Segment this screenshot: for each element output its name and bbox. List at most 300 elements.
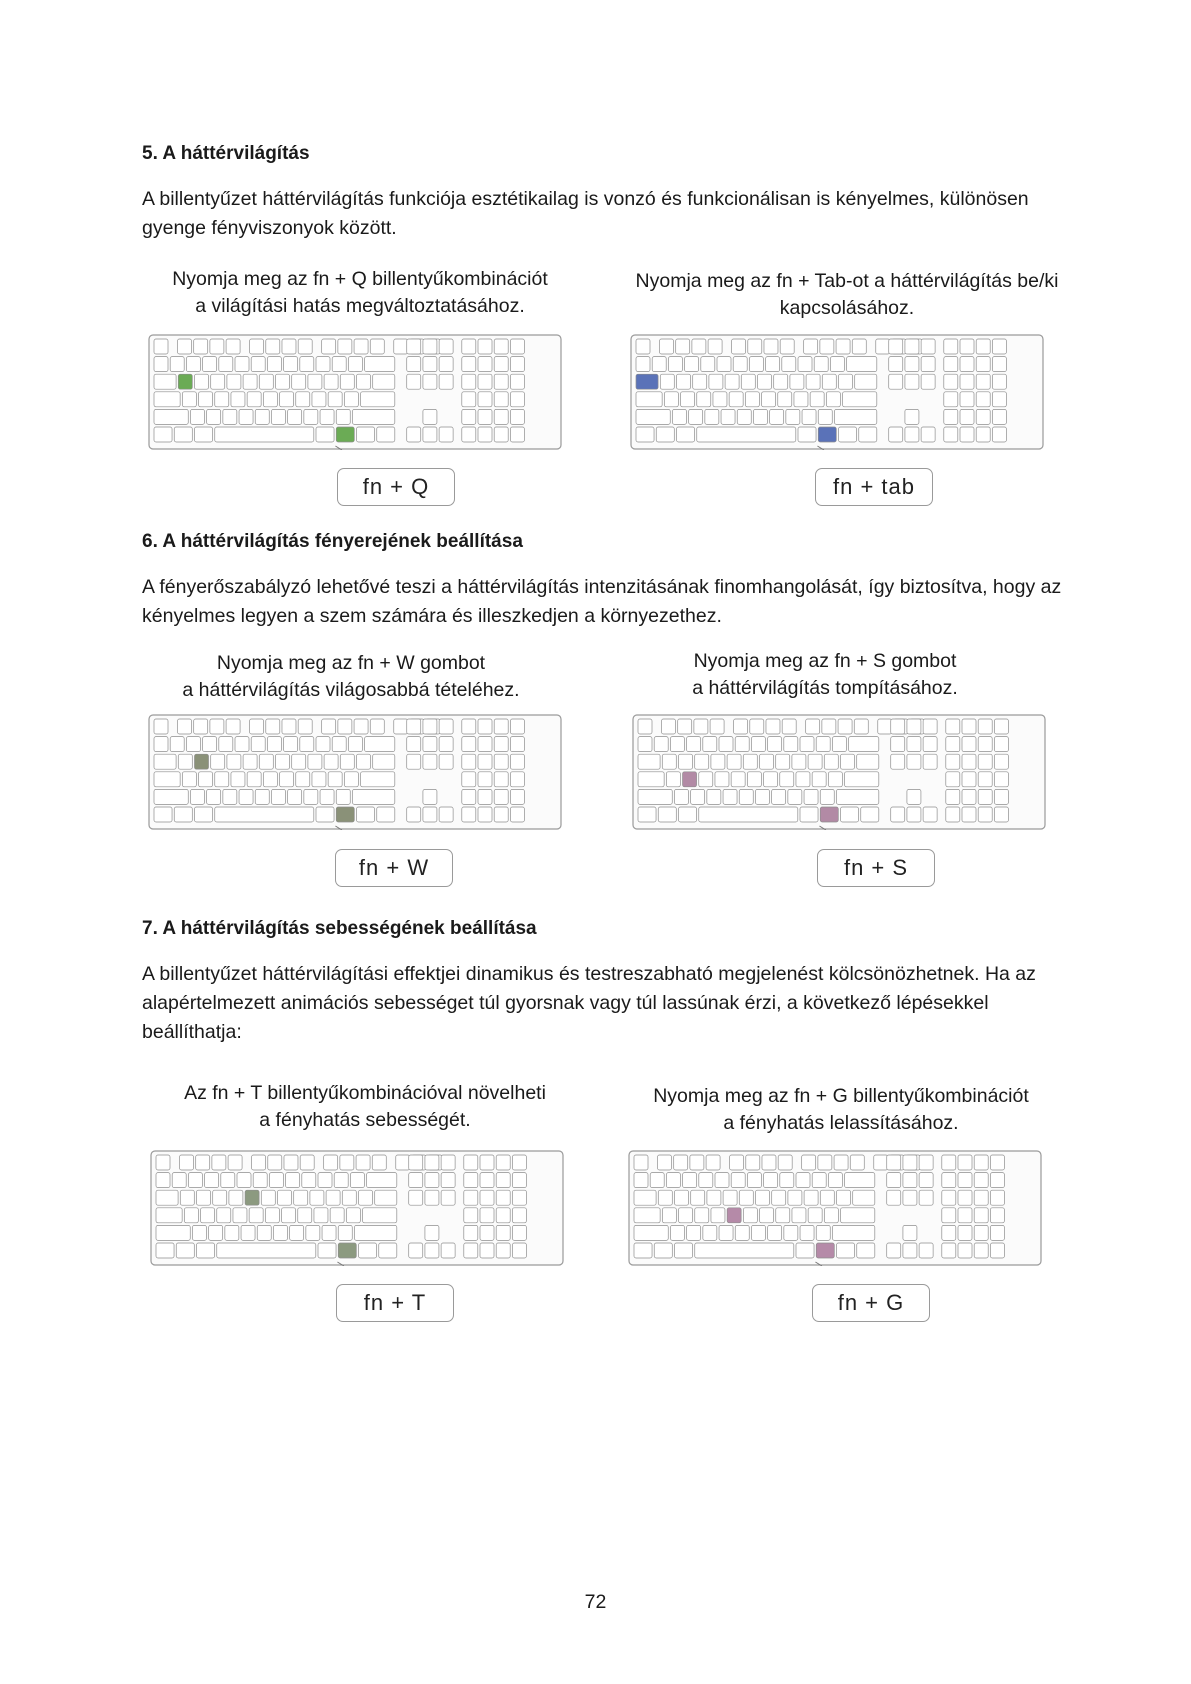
keycap <box>373 754 395 769</box>
keycap <box>878 719 892 734</box>
keycap <box>731 1173 745 1188</box>
keycap <box>958 1208 972 1223</box>
caption-fn-t: Az fn + T billentyűkombinációval növelheti a fényhatás sebességét. <box>184 1082 546 1131</box>
keycap <box>654 1243 672 1258</box>
keycap <box>462 772 476 787</box>
keycap <box>802 1155 816 1170</box>
keycap <box>849 737 879 752</box>
keycap <box>243 754 257 769</box>
keycap <box>857 754 879 769</box>
keycap <box>717 357 731 372</box>
keycap <box>679 807 697 822</box>
keycap <box>510 357 524 372</box>
keycap <box>804 339 818 354</box>
keycap <box>962 754 976 769</box>
keycap <box>462 392 476 407</box>
keycap <box>326 1190 340 1205</box>
keycap <box>441 1155 455 1170</box>
keycap <box>241 1225 255 1240</box>
keycap <box>820 789 834 804</box>
keycap <box>243 374 257 389</box>
keycap <box>832 737 846 752</box>
keycap <box>694 719 708 734</box>
keycap <box>760 1208 774 1223</box>
keycap <box>154 772 180 787</box>
keycap <box>837 1190 851 1205</box>
keycap <box>494 427 508 442</box>
keycap <box>919 1155 933 1170</box>
keycap <box>266 719 280 734</box>
keycap <box>510 409 524 424</box>
keycap <box>190 789 204 804</box>
keycap <box>370 339 384 354</box>
keycap <box>284 357 298 372</box>
keycap <box>340 374 354 389</box>
keycap <box>239 789 253 804</box>
keycap <box>677 427 695 442</box>
keycap <box>156 1208 182 1223</box>
keycap <box>211 754 225 769</box>
keycap <box>250 339 264 354</box>
keycap <box>354 1225 396 1240</box>
keycap <box>276 374 290 389</box>
keycap <box>735 1225 749 1240</box>
keycap <box>462 807 476 822</box>
keycap <box>284 1155 298 1170</box>
keycap <box>375 1190 397 1205</box>
keycap <box>891 754 905 769</box>
keycap <box>735 737 749 752</box>
keycap <box>656 427 674 442</box>
keycap <box>286 1173 300 1188</box>
keycap <box>308 374 322 389</box>
keycap <box>156 1155 170 1170</box>
keycap <box>223 409 237 424</box>
keycap <box>713 392 727 407</box>
keycap <box>699 807 798 822</box>
keycap <box>723 789 737 804</box>
keycap <box>818 1155 832 1170</box>
keycap <box>494 807 508 822</box>
keycap <box>976 357 990 372</box>
keycap <box>154 754 176 769</box>
keycap <box>478 392 492 407</box>
keycap <box>859 427 877 442</box>
keycap <box>201 1208 215 1223</box>
keycap <box>958 1243 972 1258</box>
keycap <box>692 339 706 354</box>
keycap <box>367 1173 397 1188</box>
keycap <box>251 357 265 372</box>
keycap <box>494 754 508 769</box>
keycap <box>284 737 298 752</box>
keycap <box>794 392 808 407</box>
keycap <box>780 1173 794 1188</box>
keycap <box>650 1173 664 1188</box>
keycap <box>494 772 508 787</box>
keycap <box>425 1225 439 1240</box>
keycap <box>994 789 1008 804</box>
keycap <box>407 807 421 822</box>
keycap <box>715 772 729 787</box>
keycap <box>330 1208 344 1223</box>
keycap <box>812 772 826 787</box>
keycap <box>960 357 974 372</box>
keycap <box>636 409 670 424</box>
keycap <box>990 1190 1004 1205</box>
keycap <box>226 339 240 354</box>
keycap <box>320 789 334 804</box>
keycap <box>199 392 213 407</box>
keycap <box>960 374 974 389</box>
keycap <box>905 374 919 389</box>
keycap <box>257 1225 271 1240</box>
keycap <box>464 1243 478 1258</box>
keycap <box>407 357 421 372</box>
keycap <box>423 754 437 769</box>
keyboard-diagram-fn-t <box>150 1150 564 1266</box>
keycap <box>494 374 508 389</box>
keycap <box>708 339 722 354</box>
keycap <box>664 392 678 407</box>
keycap <box>423 427 437 442</box>
keycap <box>407 374 421 389</box>
keycap <box>994 719 1008 734</box>
keycap <box>298 719 312 734</box>
keycap <box>820 1190 834 1205</box>
keycap <box>156 1243 174 1258</box>
keycap <box>269 1173 283 1188</box>
keycap <box>512 1243 526 1258</box>
keycap <box>213 1190 227 1205</box>
keycap <box>796 772 810 787</box>
keycap <box>357 754 371 769</box>
keycap <box>306 1225 320 1240</box>
keycap <box>217 1208 231 1223</box>
caption-fn-w: Nyomja meg az fn + W gombot a háttérvilágítás világosabbá tételéhez. <box>182 652 520 701</box>
keycap <box>778 392 792 407</box>
keyboard-diagram-fn-tab <box>630 334 1044 450</box>
keycap <box>634 1208 660 1223</box>
keycap <box>695 754 709 769</box>
keycap <box>154 807 172 822</box>
keycap <box>891 737 905 752</box>
keycap <box>176 1243 194 1258</box>
keycap <box>958 1225 972 1240</box>
keycap <box>209 1225 223 1240</box>
keycap <box>946 719 960 734</box>
keycap <box>336 427 354 442</box>
keycap <box>352 409 394 424</box>
keycap <box>423 374 437 389</box>
keycap <box>439 754 453 769</box>
keycap <box>226 719 240 734</box>
keycap <box>762 392 776 407</box>
keycap <box>845 772 879 787</box>
keycap <box>255 409 269 424</box>
keycap <box>512 1208 526 1223</box>
keycap <box>836 339 850 354</box>
keycap <box>798 357 812 372</box>
keycap <box>732 339 746 354</box>
section-6-heading: 6. A háttérvilágítás fényerejének beállítása <box>142 531 523 552</box>
keycap <box>480 1173 494 1188</box>
keycap <box>782 357 796 372</box>
keycap <box>962 719 976 734</box>
combo-label-fn-t: fn + T <box>336 1284 454 1322</box>
keycap <box>478 789 492 804</box>
keycap <box>784 1225 798 1240</box>
keycap <box>634 1243 652 1258</box>
combo-label-fn-s: fn + S <box>817 849 935 887</box>
keycap <box>962 772 976 787</box>
keycap <box>850 1155 864 1170</box>
keycap <box>994 772 1008 787</box>
keycap <box>687 1225 701 1240</box>
keycap <box>802 409 816 424</box>
keycap <box>990 1225 1004 1240</box>
keycap <box>296 392 310 407</box>
keycap <box>994 754 1008 769</box>
keycap <box>255 789 269 804</box>
keycap <box>462 737 476 752</box>
keycap <box>758 374 772 389</box>
keycap <box>252 1155 266 1170</box>
keycap <box>994 737 1008 752</box>
keycap <box>889 374 903 389</box>
keycap <box>764 1173 778 1188</box>
keycap <box>854 719 868 734</box>
keycap <box>462 357 476 372</box>
keycap <box>278 1190 292 1205</box>
keycap <box>361 772 395 787</box>
keycap <box>657 1155 671 1170</box>
keycap <box>745 392 759 407</box>
keycap <box>889 357 903 372</box>
keycap <box>280 392 294 407</box>
keycap <box>354 719 368 734</box>
keycap <box>259 754 273 769</box>
keycap <box>207 409 221 424</box>
keycap <box>942 1173 956 1188</box>
keycap <box>719 737 733 752</box>
keycap <box>652 357 666 372</box>
keycap <box>478 339 492 354</box>
keycap <box>812 1173 826 1188</box>
keycap <box>251 737 265 752</box>
keycap <box>723 1190 737 1205</box>
keycap <box>265 1208 279 1223</box>
keycap <box>377 427 395 442</box>
keycap <box>958 1155 972 1170</box>
keycap <box>721 409 735 424</box>
keycap <box>743 1208 757 1223</box>
keycap <box>674 789 688 804</box>
keycap <box>841 1208 875 1223</box>
keycap <box>316 427 334 442</box>
keycap <box>192 1225 206 1240</box>
keycap <box>843 392 877 407</box>
keycap <box>253 1173 267 1188</box>
keycap <box>464 1155 478 1170</box>
keycap <box>170 737 184 752</box>
keycap <box>824 754 838 769</box>
keycap <box>494 409 508 424</box>
keycap <box>784 737 798 752</box>
keycap <box>903 1173 917 1188</box>
keycap <box>336 807 354 822</box>
keycap <box>510 374 524 389</box>
keycap <box>762 1155 776 1170</box>
keycap <box>697 392 711 407</box>
keycap <box>439 807 453 822</box>
keyboard-diagram-fn-w <box>148 714 562 830</box>
keycap <box>748 339 762 354</box>
keycap <box>439 719 453 734</box>
keycap <box>990 1208 1004 1223</box>
keycap <box>743 754 757 769</box>
keycap <box>816 1243 834 1258</box>
keycap <box>838 719 852 734</box>
keycap <box>425 1190 439 1205</box>
keycap <box>719 1225 733 1240</box>
keycap <box>828 772 842 787</box>
keycap <box>707 789 721 804</box>
keycap <box>359 1190 373 1205</box>
keycap <box>195 427 213 442</box>
keycap <box>654 737 668 752</box>
keycap <box>154 719 168 734</box>
keycap <box>818 427 836 442</box>
keycap <box>396 1155 410 1170</box>
caption-fn-q: Nyomja meg az fn + Q billentyűkombinációt a világítási hatás megváltoztatásához. <box>172 268 548 317</box>
keycap <box>280 772 294 787</box>
keycap <box>263 392 277 407</box>
keycap <box>496 1155 510 1170</box>
keycap <box>919 1190 933 1205</box>
keycap <box>480 1243 494 1258</box>
keycap <box>675 1190 689 1205</box>
keycap <box>359 1243 377 1258</box>
keycap <box>312 392 326 407</box>
keycap <box>942 1225 956 1240</box>
keycap <box>841 754 855 769</box>
keycap <box>903 1190 917 1205</box>
keycap <box>177 719 191 734</box>
keycap <box>186 737 200 752</box>
keycap <box>992 357 1006 372</box>
keycap <box>683 1173 697 1188</box>
keycap <box>739 1190 753 1205</box>
keycap <box>907 807 921 822</box>
keycap <box>215 392 229 407</box>
keycap <box>822 719 836 734</box>
keycap <box>747 772 761 787</box>
keycap <box>944 409 958 424</box>
keycap <box>944 427 958 442</box>
keycap <box>695 1208 709 1223</box>
keycap <box>874 1155 888 1170</box>
keycap <box>423 737 437 752</box>
keycap <box>340 1155 354 1170</box>
keycap <box>296 772 310 787</box>
keycap <box>332 357 346 372</box>
keycap <box>510 392 524 407</box>
keycap <box>496 1208 510 1223</box>
keycap <box>210 719 224 734</box>
section-5-paragraph: A billentyűzet háttérvilágítás funkciója esztétikailag is vonzó és funkcionálisan is kényelmes, különösen gyenge fényviszonyok között. <box>142 188 1029 239</box>
keycap <box>203 737 217 752</box>
keycap <box>182 392 196 407</box>
keycap <box>666 1173 680 1188</box>
keycap <box>219 357 233 372</box>
keycap <box>480 1208 494 1223</box>
keycap <box>659 339 673 354</box>
keycap <box>796 1173 810 1188</box>
keycap <box>494 392 508 407</box>
keycap <box>992 409 1006 424</box>
keycap <box>674 1155 688 1170</box>
keycap <box>357 374 371 389</box>
keycap <box>219 737 233 752</box>
keycap <box>464 1208 478 1223</box>
keycap <box>707 1190 721 1205</box>
keycap <box>816 737 830 752</box>
keycap <box>636 427 654 442</box>
keycap <box>320 409 334 424</box>
keycap <box>276 754 290 769</box>
keycap <box>978 754 992 769</box>
keycap <box>196 1155 210 1170</box>
keyboard-diagram-fn-s <box>632 714 1046 830</box>
keycap <box>962 789 976 804</box>
keycap <box>348 737 362 752</box>
keycap <box>174 807 192 822</box>
keycap <box>318 1173 332 1188</box>
keycap <box>946 754 960 769</box>
keycap <box>394 719 408 734</box>
keycap <box>407 339 421 354</box>
keycap <box>857 1243 875 1258</box>
keycap <box>660 374 674 389</box>
keycap <box>344 772 358 787</box>
keycap <box>638 754 660 769</box>
keycap <box>195 807 213 822</box>
keycap <box>282 719 296 734</box>
keycap <box>992 374 1006 389</box>
keycap <box>365 737 395 752</box>
keycap <box>695 1243 794 1258</box>
keycap <box>352 789 394 804</box>
keycap <box>316 807 334 822</box>
keycap <box>768 737 782 752</box>
keycap <box>494 339 508 354</box>
keycap <box>510 754 524 769</box>
caption-fn-s: Nyomja meg az fn + S gombot a háttérvilágítás tompításához. <box>692 650 958 699</box>
keycap <box>439 357 453 372</box>
keycap <box>228 1155 242 1170</box>
keycap <box>776 754 790 769</box>
keycap <box>766 719 780 734</box>
keycap <box>974 1155 988 1170</box>
keycap <box>636 392 662 407</box>
keycap <box>638 789 672 804</box>
keycap <box>211 374 225 389</box>
keycap <box>839 374 853 389</box>
keycap <box>751 737 765 752</box>
keycap <box>441 1173 455 1188</box>
keycap <box>300 357 314 372</box>
